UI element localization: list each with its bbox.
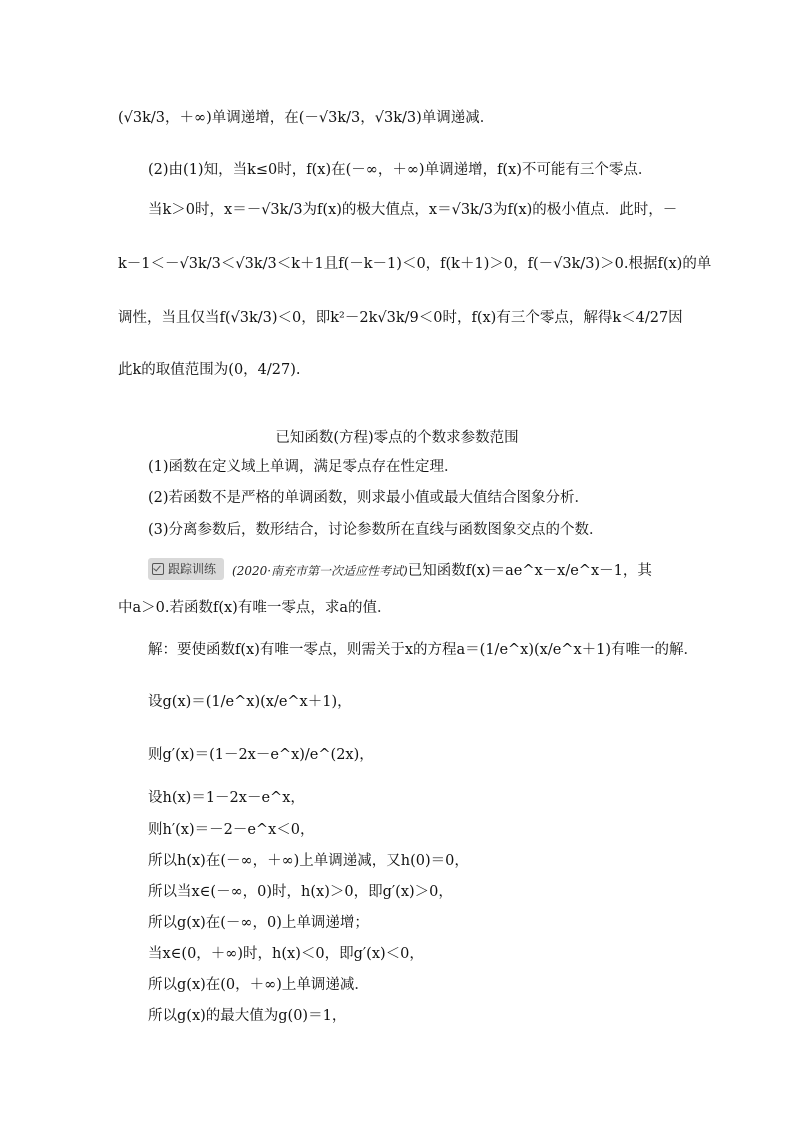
- check-icon: [152, 563, 164, 575]
- list-item: (3)分离参数后，数形结合，讨论参数所在直线与函数图象交点的个数．: [148, 522, 604, 538]
- text-line: (√3k/3，＋∞)单调递增，在(－√3k/3，√3k/3)单调递减．: [118, 110, 495, 126]
- list-item: (1)函数在定义域上单调，满足零点存在性定理．: [148, 459, 459, 475]
- section-title: 已知函数(方程)零点的个数求参数范围: [275, 430, 519, 446]
- solution-line: 则h′(x)＝－2－e^x＜0，: [148, 822, 315, 838]
- solution-line: 所以g(x)的最大值为g(0)＝1，: [148, 1008, 347, 1024]
- solution-line: 所以h(x)在(－∞，＋∞)上单调递减，又h(0)＝0，: [148, 853, 469, 869]
- exercise-text: 已知函数f(x)＝ae^x－x/e^x－1，其: [407, 563, 652, 579]
- solution-line: 则g′(x)＝(1－2x－e^x)/e^(2x)，: [148, 747, 374, 763]
- text-line: k－1＜－√3k/3＜√3k/3＜k＋1且f(－k－1)＜0，f(k＋1)＞0，f(－√3k/3)＞0.根据f(x)的单: [118, 256, 712, 272]
- exercise-source: (2020·南充市第一次适应性考试): [232, 564, 408, 578]
- solution-line: 所以当x∈(－∞，0)时，h(x)＞0，即g′(x)＞0，: [148, 884, 453, 900]
- solution-line: 所以g(x)在(－∞，0)上单调递增；: [148, 915, 369, 931]
- solution-line: 所以g(x)在(0，＋∞)上单调递减．: [148, 977, 369, 993]
- solution-line: 设g(x)＝(1/e^x)(x/e^x＋1)，: [148, 694, 352, 710]
- text-line: (2)由(1)知，当k≤0时，f(x)在(－∞，＋∞)单调递增，f(x)不可能有三个零点．: [148, 162, 653, 178]
- text-line: 此k的取值范围为(0，4/27).: [118, 362, 301, 378]
- solution-line: 解：要使函数f(x)有唯一零点，则需关于x的方程a＝(1/e^x)(x/e^x＋1)有唯一的解．: [148, 642, 699, 658]
- text-line: 当k＞0时，x＝－√3k/3为f(x)的极大值点，x＝√3k/3为f(x)的极小值点．此时，－: [148, 202, 678, 218]
- solution-line: 当x∈(0，＋∞)时，h(x)＜0，即g′(x)＜0，: [148, 946, 424, 962]
- text-line: 调性，当且仅当f(√3k/3)＜0，即k²－2k√3k/9＜0时，f(x)有三个零点，解得k＜4/27因: [118, 310, 683, 326]
- solution-line: 设h(x)＝1－2x－e^x，: [148, 790, 305, 806]
- exercise-line: [148, 558, 652, 581]
- exercise-line: 中a＞0.若函数f(x)有唯一零点，求a的值．: [118, 600, 392, 616]
- exercise-tag: 跟踪训练: [148, 558, 224, 580]
- list-item: (2)若函数不是严格的单调函数，则求最小值或最大值结合图象分析．: [148, 490, 590, 506]
